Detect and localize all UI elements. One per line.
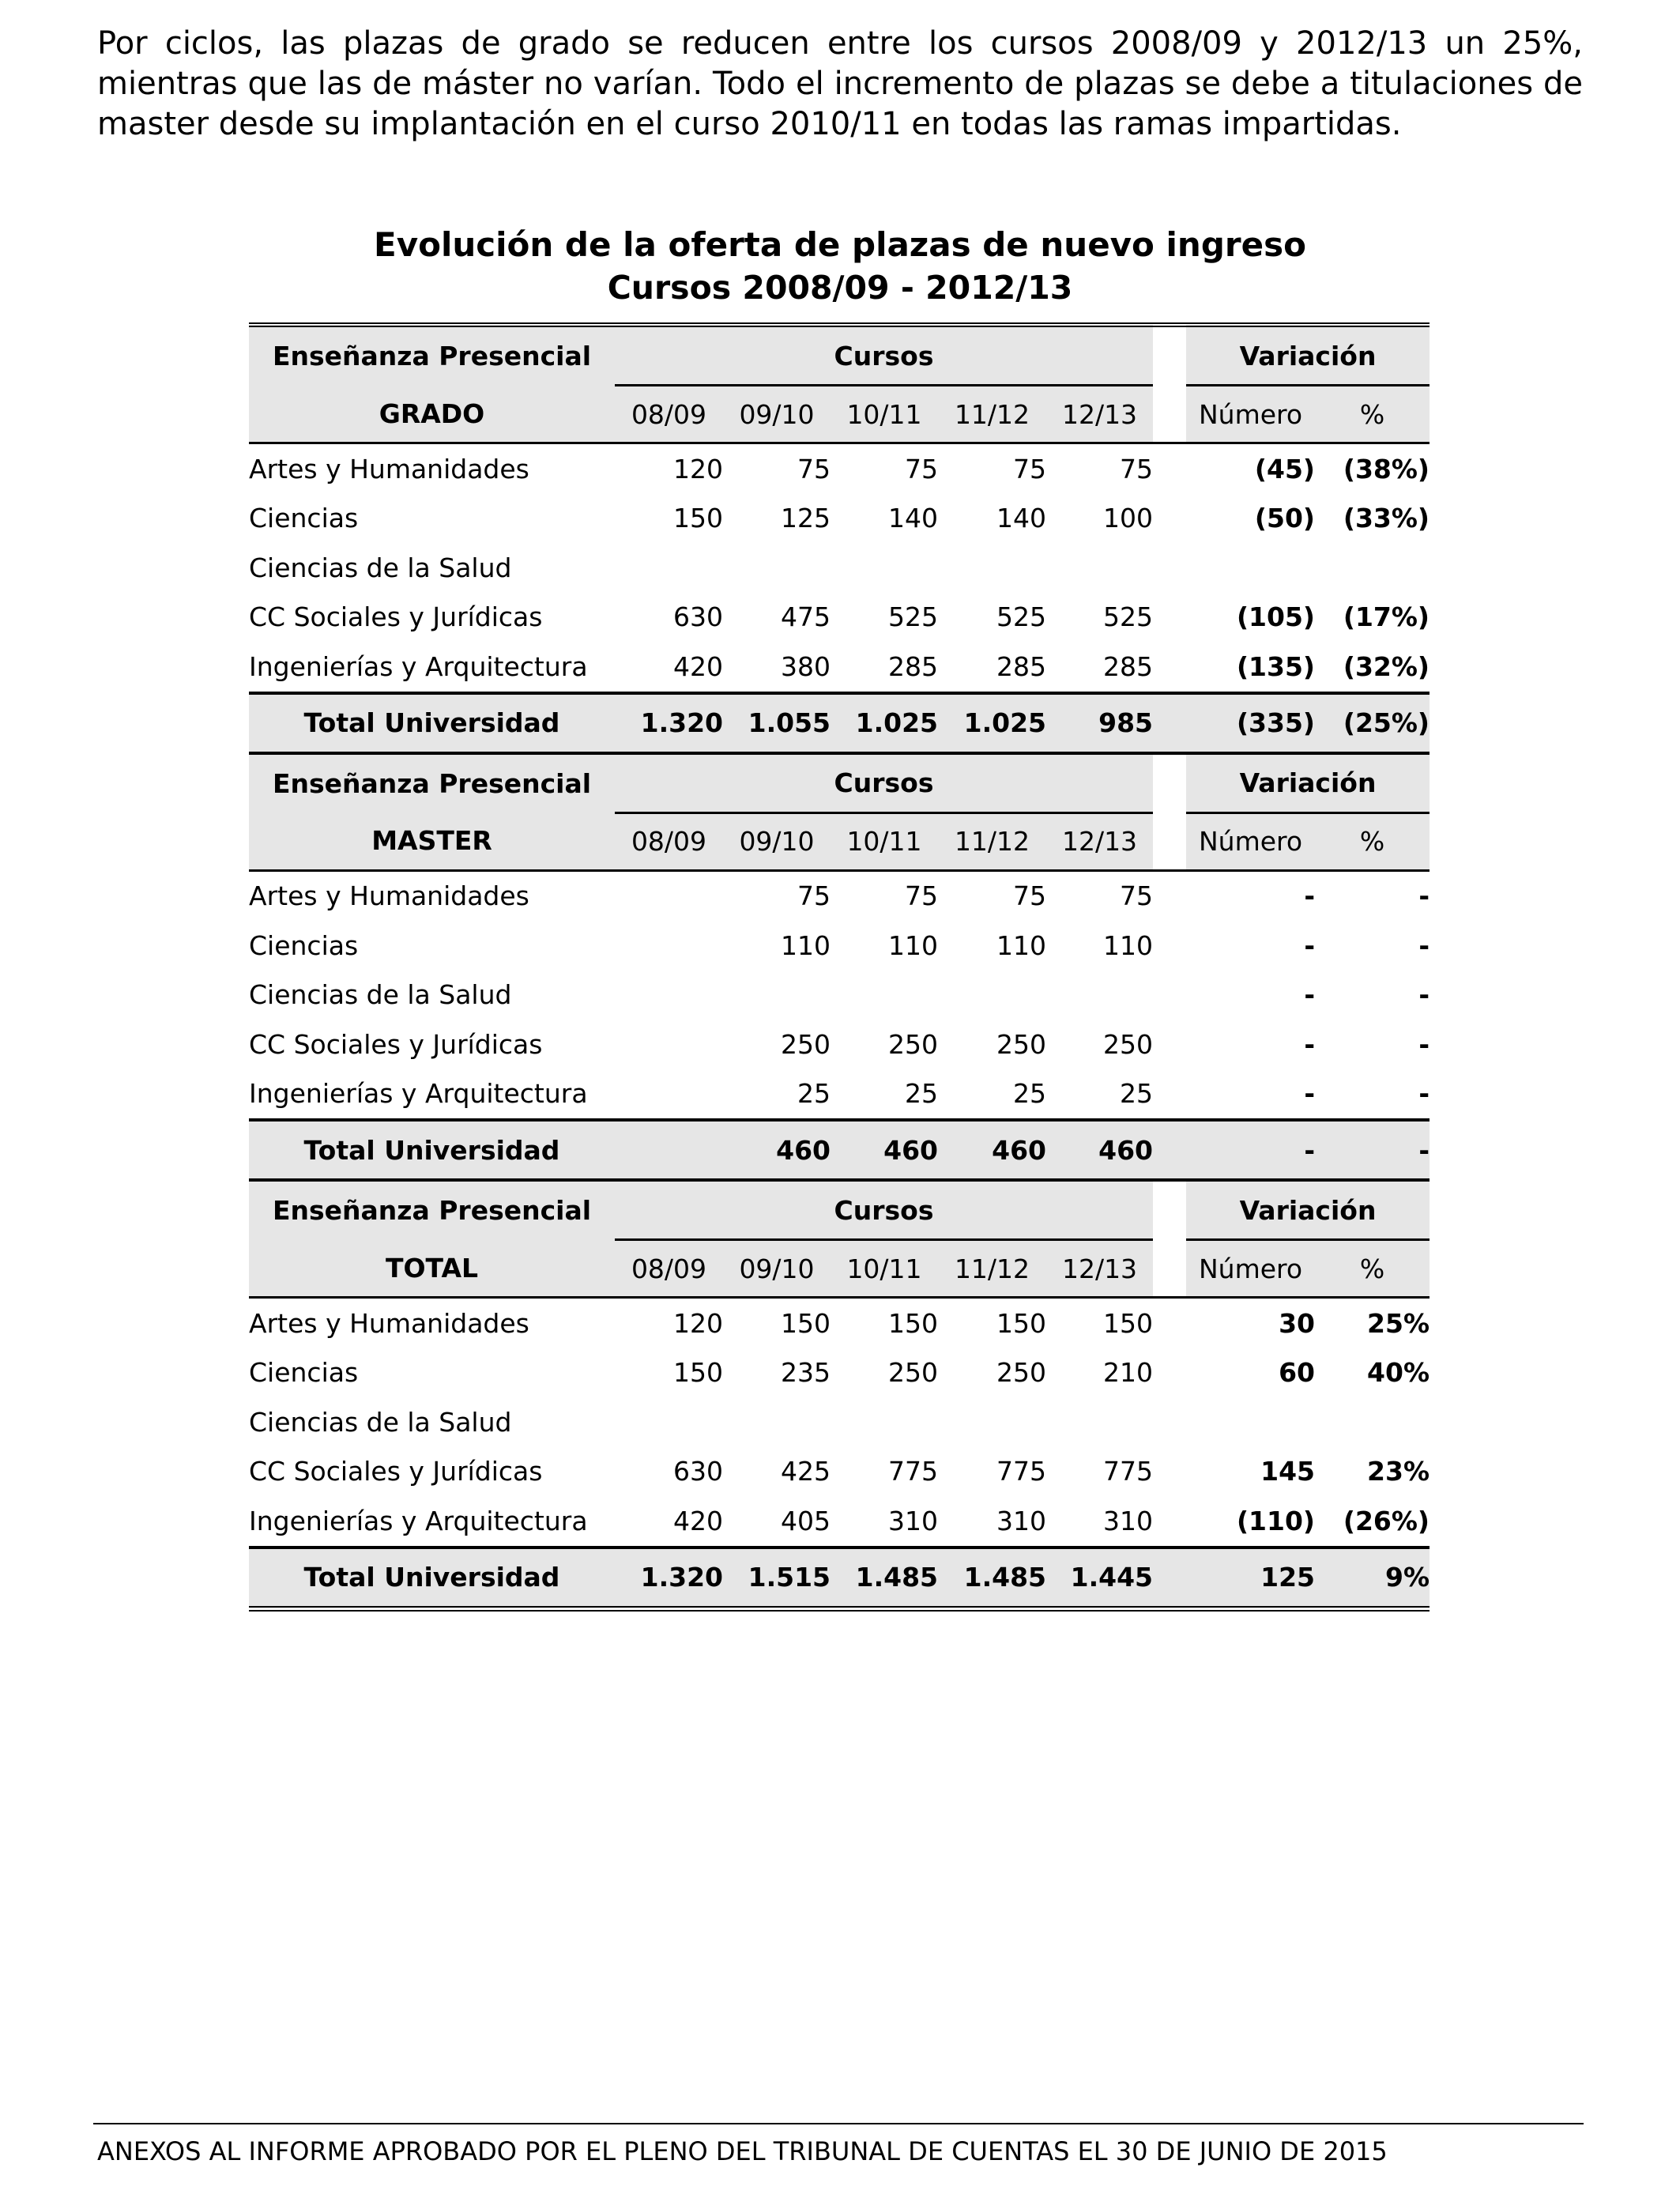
variation-percent: (32%) bbox=[1343, 650, 1430, 682]
total-variation-percent: (25%) bbox=[1315, 693, 1430, 753]
footer-rule bbox=[93, 2123, 1584, 2124]
section-header-row bbox=[249, 325, 1430, 386]
table-row bbox=[249, 1069, 1430, 1121]
row-value: 75 bbox=[797, 880, 831, 912]
row-value: 525 bbox=[996, 601, 1046, 633]
year-header: 08/09 bbox=[615, 1240, 723, 1298]
row-label: CC Sociales y Jurídicas bbox=[249, 1456, 543, 1487]
row-value: 630 bbox=[673, 601, 723, 633]
variation-number: - bbox=[1304, 1028, 1316, 1060]
row-value: 775 bbox=[996, 1456, 1046, 1487]
row-value: 110 bbox=[888, 929, 938, 961]
gap-cell bbox=[1153, 494, 1186, 544]
footer-text: ANEXOS AL INFORME APROBADO POR EL PLENO DEL TRIBUNAL DE CUENTAS EL 30 DE JUNIO DE 2015 bbox=[97, 2136, 1388, 2166]
row-value: 100 bbox=[1103, 503, 1154, 534]
row-value: 630 bbox=[673, 1456, 723, 1487]
variation-percent: (33%) bbox=[1343, 503, 1430, 534]
table-row bbox=[249, 1348, 1430, 1398]
row-value: 75 bbox=[1120, 453, 1154, 484]
table-row bbox=[249, 494, 1430, 544]
section-header-row bbox=[249, 753, 1430, 813]
variation-number: 30 bbox=[1279, 1307, 1316, 1339]
table-row bbox=[249, 443, 1430, 494]
row-value: 310 bbox=[996, 1505, 1046, 1536]
row-value: 250 bbox=[781, 1028, 831, 1060]
year-header: 09/10 bbox=[723, 1240, 831, 1298]
row-value: 310 bbox=[888, 1505, 938, 1536]
row-value: 110 bbox=[1103, 929, 1154, 961]
year-header: 12/13 bbox=[1046, 812, 1153, 870]
year-header: 12/13 bbox=[1046, 1240, 1153, 1298]
row-label: Artes y Humanidades bbox=[249, 1307, 529, 1339]
gap-cell bbox=[1153, 812, 1186, 870]
row-value: 150 bbox=[781, 1307, 831, 1339]
row-value: 150 bbox=[673, 503, 723, 534]
total-value: 460 bbox=[723, 1120, 831, 1180]
table-row bbox=[249, 1397, 1430, 1447]
variation-percent: - bbox=[1418, 979, 1430, 1011]
total-value: 1.320 bbox=[615, 1547, 723, 1609]
variation-percent bbox=[1315, 543, 1430, 593]
total-value: 1.515 bbox=[723, 1547, 831, 1609]
row-value bbox=[615, 1069, 723, 1121]
total-value: 985 bbox=[1046, 693, 1153, 753]
row-value bbox=[723, 971, 831, 1020]
row-value bbox=[723, 1397, 831, 1447]
variation-number: - bbox=[1304, 979, 1316, 1011]
row-value: 250 bbox=[888, 1357, 938, 1389]
gap-cell bbox=[1153, 1397, 1186, 1447]
row-value: 75 bbox=[1013, 453, 1046, 484]
row-value bbox=[615, 921, 723, 971]
table-row bbox=[249, 543, 1430, 593]
variation-percent: - bbox=[1418, 1078, 1430, 1110]
table-title: Evolución de la oferta de plazas de nuevo ingreso bbox=[374, 225, 1306, 264]
row-label: Ciencias de la Salud bbox=[249, 979, 512, 1011]
variation-number: (135) bbox=[1236, 650, 1316, 682]
row-value bbox=[831, 543, 938, 593]
variation-percent: - bbox=[1418, 1028, 1430, 1060]
numero-header: Número bbox=[1186, 1240, 1315, 1298]
pct-header: % bbox=[1315, 812, 1430, 870]
section-name: TOTAL bbox=[249, 1240, 615, 1298]
row-label: Ciencias de la Salud bbox=[249, 552, 512, 583]
row-value bbox=[1046, 1397, 1153, 1447]
row-value: 210 bbox=[1103, 1357, 1154, 1389]
pct-header: % bbox=[1315, 1240, 1430, 1298]
total-value: 1.445 bbox=[1046, 1547, 1153, 1609]
row-value: 75 bbox=[905, 453, 938, 484]
gap-cell bbox=[1153, 1547, 1186, 1609]
year-header: 11/12 bbox=[938, 386, 1046, 443]
row-label: CC Sociales y Jurídicas bbox=[249, 1028, 543, 1060]
gap-cell bbox=[1153, 1180, 1186, 1240]
total-variation-percent: 9% bbox=[1315, 1547, 1430, 1609]
row-value bbox=[1046, 543, 1153, 593]
row-value bbox=[615, 543, 723, 593]
total-label: Total Universidad bbox=[249, 1120, 615, 1180]
cursos-header: Cursos bbox=[615, 753, 1153, 813]
row-value: 25 bbox=[1013, 1078, 1046, 1110]
intro-paragraph: Por ciclos, las plazas de grado se reducen entre los cursos 2008/09 y 2012/13 un 25%, mientras que las de máster no varían. Todo el incremento de plazas se debe a titulaciones de master desde su implantación en el curso 2010/11 en todas las ramas impartidas. bbox=[97, 25, 1583, 142]
variation-percent: 23% bbox=[1367, 1456, 1430, 1487]
total-value: 460 bbox=[938, 1120, 1046, 1180]
variation-number bbox=[1186, 543, 1315, 593]
row-value bbox=[831, 1397, 938, 1447]
variation-percent: 25% bbox=[1367, 1307, 1430, 1339]
numero-header: Número bbox=[1186, 812, 1315, 870]
variation-percent bbox=[1315, 1397, 1430, 1447]
row-value: 250 bbox=[996, 1357, 1046, 1389]
total-row bbox=[249, 1547, 1430, 1609]
numero-header: Número bbox=[1186, 386, 1315, 443]
gap-cell bbox=[1153, 593, 1186, 643]
row-value bbox=[938, 543, 1046, 593]
variacion-header: Variación bbox=[1186, 753, 1430, 813]
gap-cell bbox=[1153, 753, 1186, 813]
table-row bbox=[249, 1447, 1430, 1497]
total-value: 1.025 bbox=[831, 693, 938, 753]
total-variation-number: (335) bbox=[1186, 693, 1315, 753]
row-value: 25 bbox=[1120, 1078, 1154, 1110]
year-header: 09/10 bbox=[723, 812, 831, 870]
row-label: Ciencias bbox=[249, 929, 359, 961]
year-header: 11/12 bbox=[938, 812, 1046, 870]
total-value: 1.025 bbox=[938, 693, 1046, 753]
row-label: Ingenierías y Arquitectura bbox=[249, 1505, 588, 1536]
row-value: 75 bbox=[1013, 880, 1046, 912]
total-variation-percent: - bbox=[1315, 1120, 1430, 1180]
variation-percent: - bbox=[1418, 929, 1430, 961]
total-value bbox=[615, 1120, 723, 1180]
variation-percent: (17%) bbox=[1343, 601, 1430, 633]
gap-cell bbox=[1153, 1298, 1186, 1348]
row-value: 250 bbox=[888, 1028, 938, 1060]
table-row bbox=[249, 1298, 1430, 1348]
row-value bbox=[615, 870, 723, 921]
row-value: 525 bbox=[1103, 601, 1154, 633]
gap-cell bbox=[1153, 693, 1186, 753]
row-label: Artes y Humanidades bbox=[249, 453, 529, 484]
pct-header: % bbox=[1315, 386, 1430, 443]
row-label: Ciencias bbox=[249, 503, 359, 534]
row-label: CC Sociales y Jurídicas bbox=[249, 601, 543, 633]
gap-cell bbox=[1153, 443, 1186, 494]
total-value: 1.485 bbox=[831, 1547, 938, 1609]
row-value: 120 bbox=[673, 453, 723, 484]
row-value: 110 bbox=[996, 929, 1046, 961]
gap-cell bbox=[1153, 1069, 1186, 1121]
total-value: 1.485 bbox=[938, 1547, 1046, 1609]
row-value: 110 bbox=[781, 929, 831, 961]
table-row bbox=[249, 1020, 1430, 1069]
ensenanza-header: Enseñanza Presencial bbox=[249, 1180, 615, 1240]
row-label: Ingenierías y Arquitectura bbox=[249, 1078, 588, 1110]
gap-cell bbox=[1153, 1240, 1186, 1298]
row-value bbox=[938, 971, 1046, 1020]
table-row bbox=[249, 921, 1430, 971]
year-header: 08/09 bbox=[615, 812, 723, 870]
gap-cell bbox=[1153, 1447, 1186, 1497]
table-row bbox=[249, 593, 1430, 643]
row-value bbox=[1046, 971, 1153, 1020]
gap-cell bbox=[1153, 921, 1186, 971]
row-value: 310 bbox=[1103, 1505, 1154, 1536]
variacion-header: Variación bbox=[1186, 1180, 1430, 1240]
row-value: 475 bbox=[781, 601, 831, 633]
table-subtitle: Cursos 2008/09 - 2012/13 bbox=[607, 269, 1073, 307]
gap-cell bbox=[1153, 642, 1186, 693]
row-value: 150 bbox=[996, 1307, 1046, 1339]
row-value: 420 bbox=[673, 650, 723, 682]
row-value bbox=[723, 543, 831, 593]
section-subheader-row bbox=[249, 1240, 1430, 1298]
variation-number: 60 bbox=[1279, 1357, 1316, 1389]
variation-number: (110) bbox=[1236, 1505, 1316, 1536]
gap-cell bbox=[1153, 1496, 1186, 1547]
total-label: Total Universidad bbox=[249, 1547, 615, 1609]
section-name: MASTER bbox=[249, 812, 615, 870]
total-label: Total Universidad bbox=[249, 693, 615, 753]
total-row bbox=[249, 693, 1430, 753]
year-header: 09/10 bbox=[723, 386, 831, 443]
variation-number: (105) bbox=[1236, 601, 1316, 633]
row-value bbox=[831, 971, 938, 1020]
total-row bbox=[249, 1120, 1430, 1180]
row-value: 125 bbox=[781, 503, 831, 534]
variation-number: - bbox=[1304, 929, 1316, 961]
year-header: 08/09 bbox=[615, 386, 723, 443]
gap-cell bbox=[1153, 870, 1186, 921]
cursos-header: Cursos bbox=[615, 325, 1153, 386]
row-value: 150 bbox=[1103, 1307, 1154, 1339]
row-value: 775 bbox=[888, 1456, 938, 1487]
variation-number bbox=[1186, 1397, 1315, 1447]
row-value: 25 bbox=[797, 1078, 831, 1110]
year-header: 11/12 bbox=[938, 1240, 1046, 1298]
table-row bbox=[249, 870, 1430, 921]
row-label: Artes y Humanidades bbox=[249, 880, 529, 912]
table-row bbox=[249, 642, 1430, 693]
section-header-row bbox=[249, 1180, 1430, 1240]
gap-cell bbox=[1153, 1348, 1186, 1398]
row-value: 235 bbox=[781, 1357, 831, 1389]
ensenanza-header: Enseñanza Presencial bbox=[249, 753, 615, 813]
variation-number: 145 bbox=[1260, 1456, 1316, 1487]
variation-number: (45) bbox=[1254, 453, 1316, 484]
row-value: 120 bbox=[673, 1307, 723, 1339]
row-value bbox=[615, 1020, 723, 1069]
variacion-header: Variación bbox=[1186, 325, 1430, 386]
row-value: 775 bbox=[1103, 1456, 1154, 1487]
row-value: 250 bbox=[996, 1028, 1046, 1060]
row-value: 25 bbox=[905, 1078, 938, 1110]
row-value: 425 bbox=[781, 1456, 831, 1487]
variation-percent: - bbox=[1418, 880, 1430, 912]
variation-number: (50) bbox=[1254, 503, 1316, 534]
cursos-header: Cursos bbox=[615, 1180, 1153, 1240]
ensenanza-header: Enseñanza Presencial bbox=[249, 325, 615, 386]
gap-cell bbox=[1153, 386, 1186, 443]
row-label: Ciencias bbox=[249, 1357, 359, 1389]
table-row bbox=[249, 1496, 1430, 1547]
total-value: 460 bbox=[831, 1120, 938, 1180]
table-row bbox=[249, 971, 1430, 1020]
row-value: 285 bbox=[1103, 650, 1154, 682]
section-name: GRADO bbox=[249, 386, 615, 443]
variation-number: - bbox=[1304, 880, 1316, 912]
row-value: 75 bbox=[797, 453, 831, 484]
gap-cell bbox=[1153, 325, 1186, 386]
row-value: 140 bbox=[996, 503, 1046, 534]
total-value: 1.055 bbox=[723, 693, 831, 753]
row-value bbox=[938, 1397, 1046, 1447]
year-header: 10/11 bbox=[831, 1240, 938, 1298]
total-variation-number: - bbox=[1186, 1120, 1315, 1180]
total-value: 460 bbox=[1046, 1120, 1153, 1180]
total-variation-number: 125 bbox=[1186, 1547, 1315, 1609]
row-value: 150 bbox=[888, 1307, 938, 1339]
gap-cell bbox=[1153, 1120, 1186, 1180]
row-value: 420 bbox=[673, 1505, 723, 1536]
variation-number: - bbox=[1304, 1078, 1316, 1110]
variation-percent: (26%) bbox=[1343, 1505, 1430, 1536]
row-value: 75 bbox=[905, 880, 938, 912]
row-value: 285 bbox=[888, 650, 938, 682]
row-value: 525 bbox=[888, 601, 938, 633]
gap-cell bbox=[1153, 543, 1186, 593]
row-value: 250 bbox=[1103, 1028, 1154, 1060]
variation-percent: 40% bbox=[1367, 1357, 1430, 1389]
row-value: 75 bbox=[1120, 880, 1154, 912]
row-value bbox=[615, 1397, 723, 1447]
gap-cell bbox=[1153, 971, 1186, 1020]
row-value: 285 bbox=[996, 650, 1046, 682]
section-subheader-row bbox=[249, 386, 1430, 443]
row-value: 405 bbox=[781, 1505, 831, 1536]
row-value: 150 bbox=[673, 1357, 723, 1389]
row-value bbox=[615, 971, 723, 1020]
row-value: 140 bbox=[888, 503, 938, 534]
gap-cell bbox=[1153, 1020, 1186, 1069]
section-subheader-row bbox=[249, 812, 1430, 870]
year-header: 10/11 bbox=[831, 386, 938, 443]
row-label: Ciencias de la Salud bbox=[249, 1406, 512, 1438]
row-value: 380 bbox=[781, 650, 831, 682]
year-header: 10/11 bbox=[831, 812, 938, 870]
variation-percent: (38%) bbox=[1343, 453, 1430, 484]
total-value: 1.320 bbox=[615, 693, 723, 753]
row-label: Ingenierías y Arquitectura bbox=[249, 650, 588, 682]
year-header: 12/13 bbox=[1046, 386, 1153, 443]
plazas-table bbox=[249, 322, 1430, 1612]
